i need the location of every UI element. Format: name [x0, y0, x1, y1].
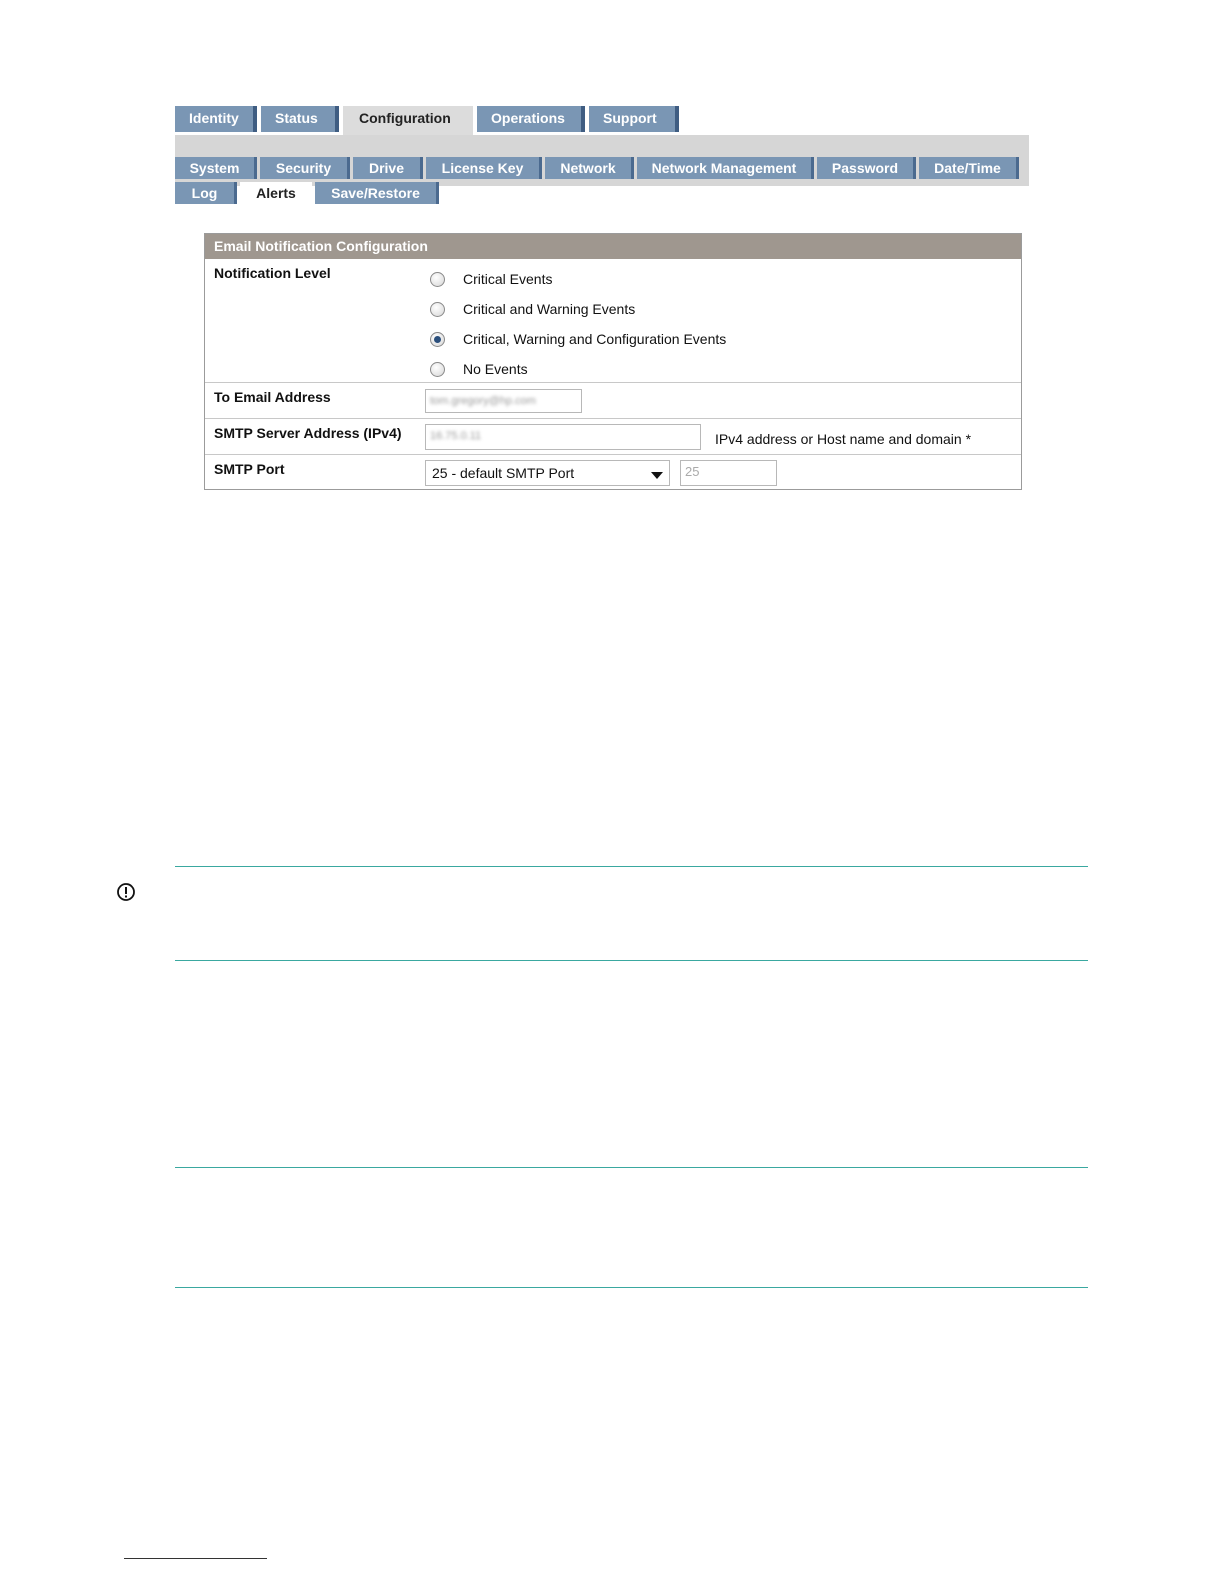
to-email-input[interactable] [425, 389, 582, 413]
note2-bottom-rule [175, 1287, 1088, 1288]
to-email-label: To Email Address [214, 389, 331, 405]
smtp-port-select[interactable] [425, 460, 670, 486]
radio-button[interactable] [430, 362, 445, 377]
note-top-rule [175, 866, 1088, 867]
smtp-server-hint: IPv4 address or Host name and domain * [715, 431, 972, 447]
important-icon [116, 882, 136, 902]
subtab-save-restore[interactable]: Save/Restore [315, 182, 439, 204]
subtab-network[interactable]: Network [545, 157, 634, 179]
tab-configuration[interactable]: Configuration [343, 106, 473, 135]
subtab-date-time[interactable]: Date/Time [919, 157, 1019, 179]
smtp-port-input[interactable]: 25 [680, 460, 777, 486]
smtp-server-row [205, 418, 1021, 455]
radio-critical-warning-config-events[interactable] [430, 329, 726, 349]
radio-button[interactable] [430, 302, 445, 317]
radio-label: Critical Events [463, 271, 553, 287]
radio-label: No Events [463, 361, 528, 377]
radio-critical-warning-events[interactable] [430, 299, 635, 319]
smtp-server-label: SMTP Server Address (IPv4) [214, 425, 402, 441]
subtab-network-management[interactable]: Network Management [637, 157, 814, 179]
chevron-down-icon[interactable] [651, 472, 663, 479]
smtp-server-input[interactable] [425, 424, 701, 450]
subtab-row-2 [175, 182, 442, 205]
radio-no-events[interactable] [430, 359, 528, 379]
tab-support[interactable]: Support [589, 106, 679, 132]
notification-level-row [205, 259, 1021, 382]
radio-label: Critical and Warning Events [463, 301, 636, 317]
tab-identity[interactable]: Identity [175, 106, 257, 132]
subtab-drive[interactable]: Drive [353, 157, 423, 179]
subtab-system[interactable]: System [175, 157, 257, 179]
footnote-rule [124, 1558, 267, 1559]
to-email-row [205, 382, 1021, 419]
smtp-port-label: SMTP Port [214, 461, 285, 477]
subtab-alerts[interactable]: Alerts [240, 182, 312, 205]
radio-critical-events[interactable] [430, 269, 552, 289]
radio-button-selected[interactable] [430, 332, 445, 347]
email-notification-panel [204, 233, 1022, 490]
to-email-value: tom.gregory@hp.com [430, 395, 536, 407]
note-bottom-rule [175, 960, 1088, 961]
radio-label: Critical, Warning and Configuration Events [463, 331, 727, 347]
note2-top-rule [175, 1167, 1088, 1168]
notification-level-label: Notification Level [214, 265, 331, 281]
smtp-port-selected: 25 - default SMTP Port [432, 465, 575, 481]
smtp-server-value: 16.75.0.11 [430, 430, 482, 442]
subtab-log[interactable]: Log [175, 182, 237, 204]
subtab-password[interactable]: Password [817, 157, 916, 179]
panel-title: Email Notification Configuration [205, 234, 1021, 259]
subtab-license-key[interactable]: License Key [426, 157, 542, 179]
main-tab-bar [175, 106, 683, 132]
smtp-port-row [205, 454, 1021, 491]
subtab-security[interactable]: Security [260, 157, 350, 179]
tab-status[interactable]: Status [261, 106, 339, 132]
subtab-row-1 [175, 157, 1022, 179]
tab-operations[interactable]: Operations [477, 106, 585, 132]
radio-button[interactable] [430, 272, 445, 287]
